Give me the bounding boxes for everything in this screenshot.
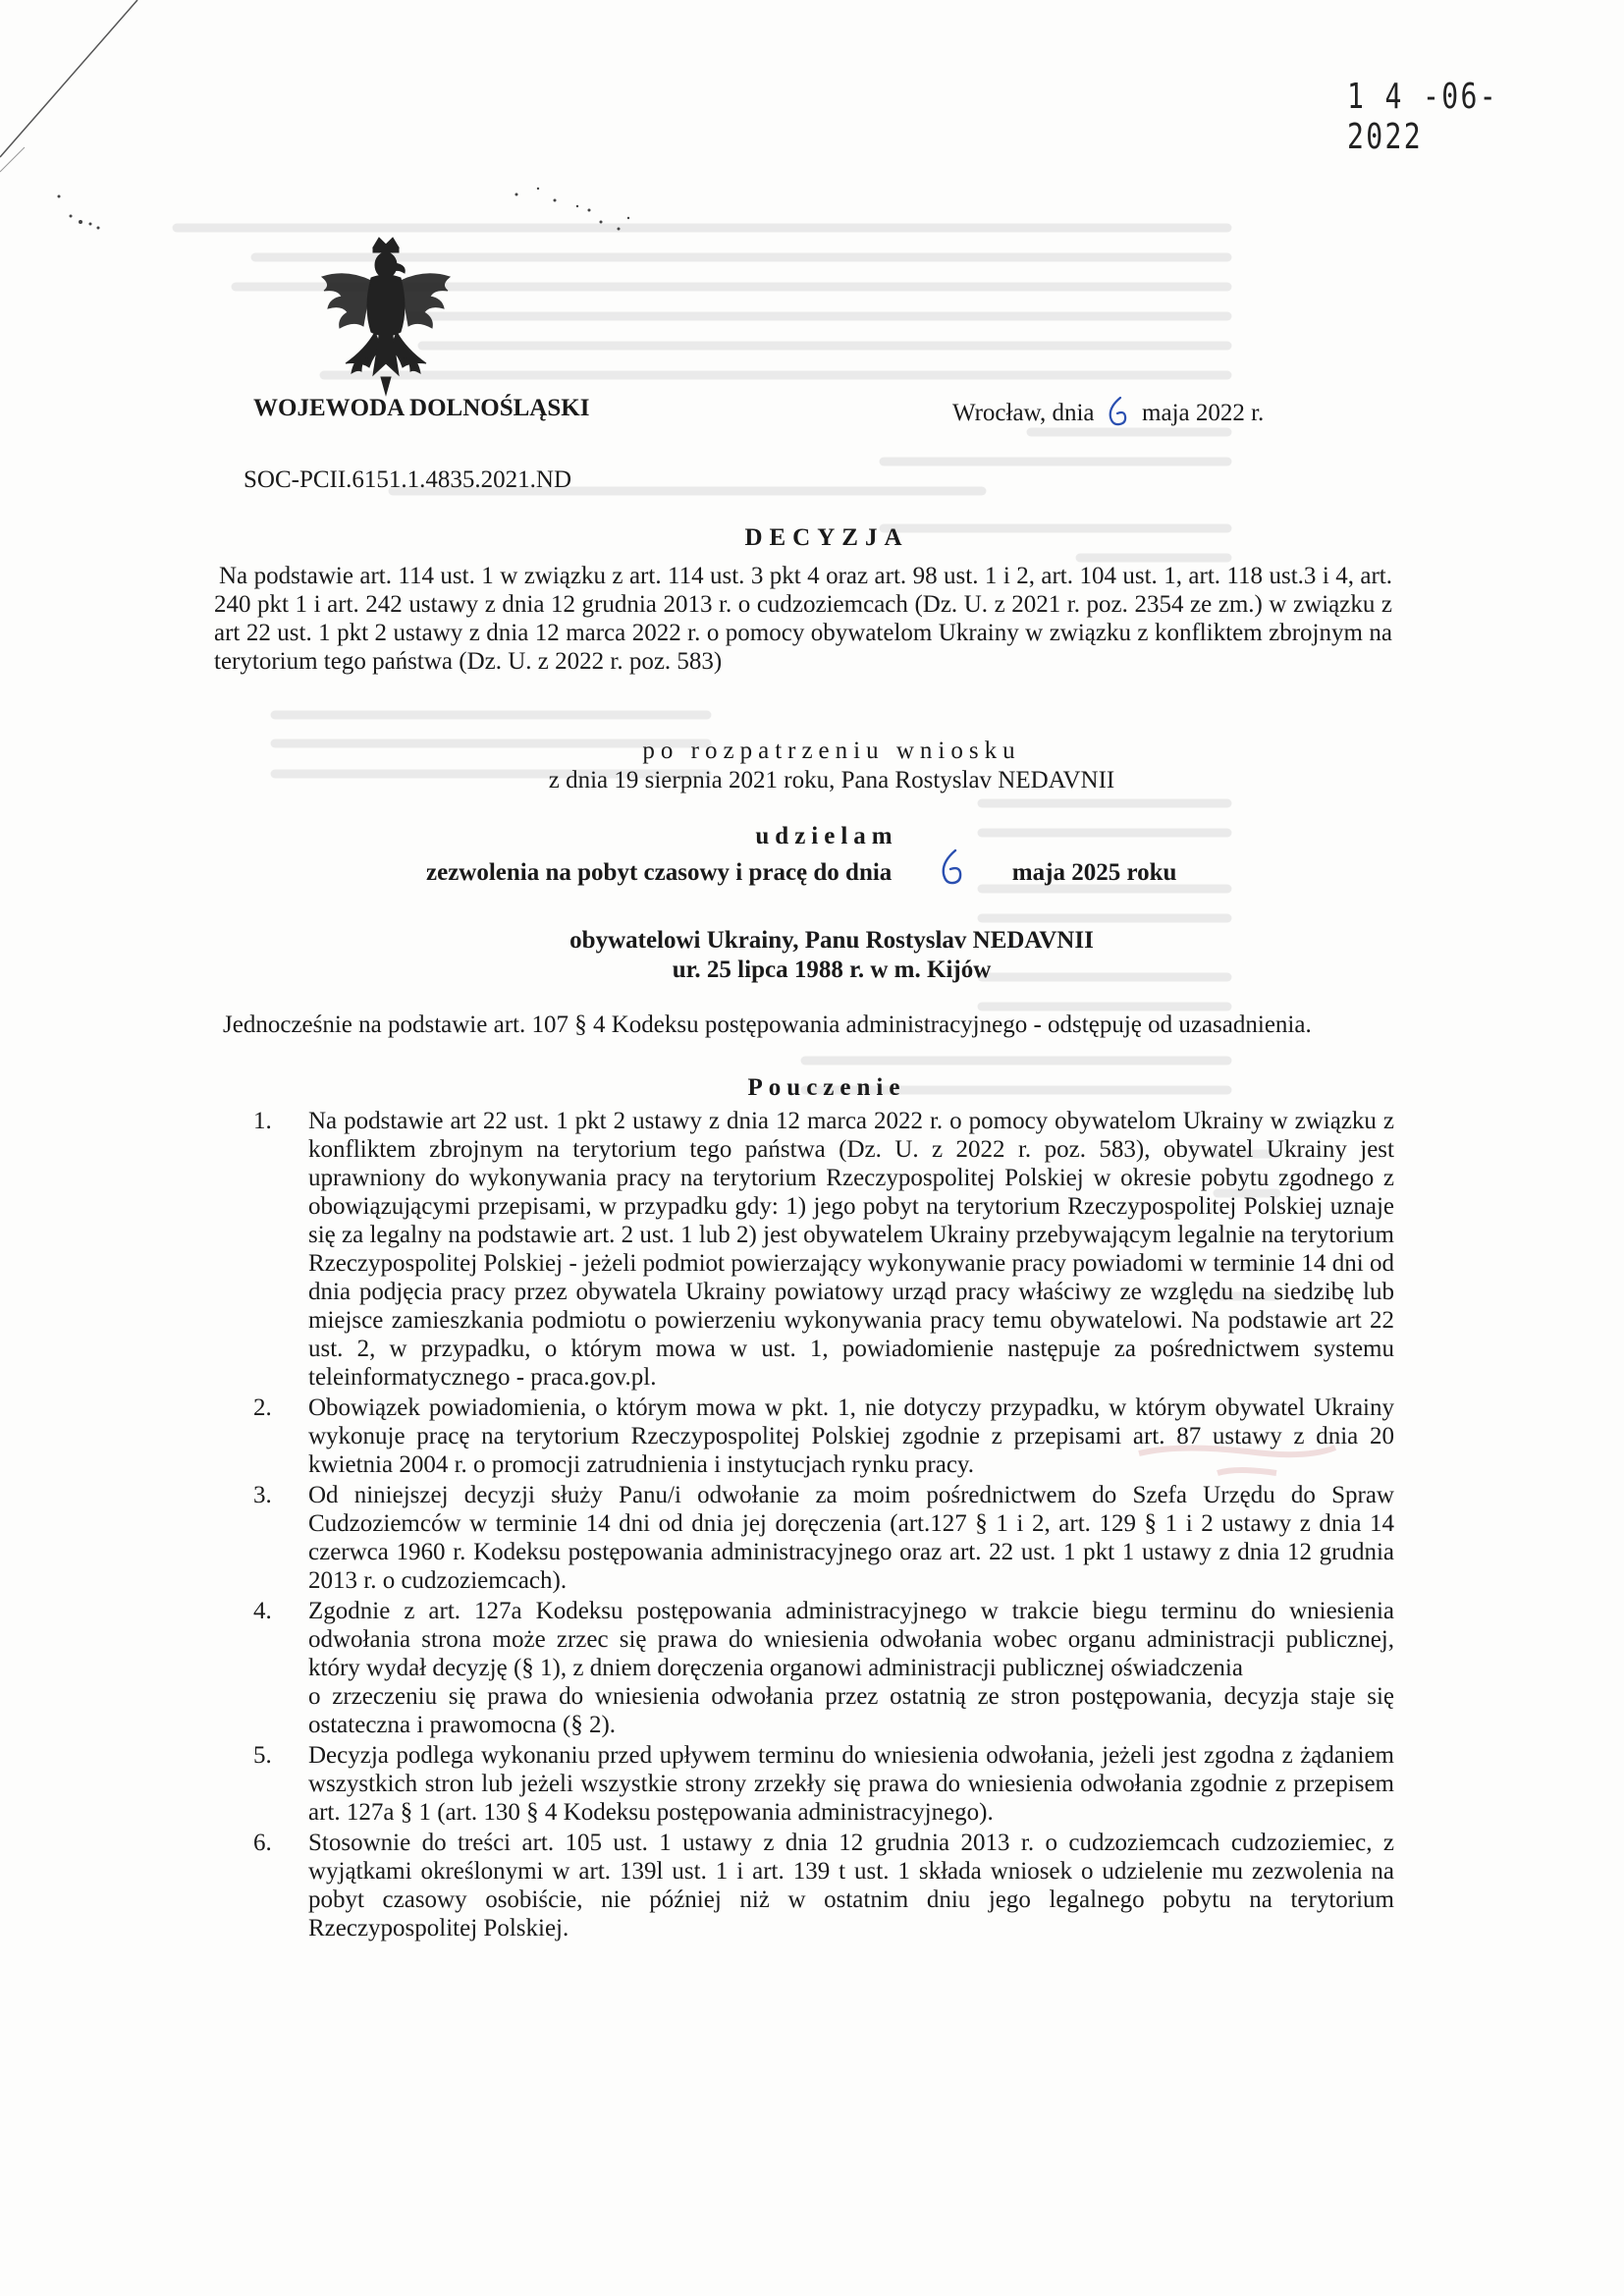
instruction-text: Obowiązek powiadomienia, o którym mowa w pkt. 1, nie dotyczy przypadku, w którym obywatel Ukrainy wykonuje pracę na terytorium Rzeczypospolitej Polskiej zgodnie z przepisami art. 87 ustawy z dnia 20 kwietnia 2004 r. o promocji zatrudnienia i instytucjach rynku pracy. xyxy=(308,1394,1394,1478)
issuing-authority: WOJEWODA DOLNOŚLĄSKI xyxy=(253,395,590,421)
recipient-line: obywatelowi Ukrainy, Panu Rostyslav NEDAVNII xyxy=(569,927,1094,954)
instruction-item xyxy=(253,1394,1394,1479)
legal-basis-paragraph: Na podstawie art. 114 ust. 1 w związku z art. 114 ust. 3 pkt 4 oraz art. 98 ust. 1 i 2, art. 104 ust. 1, art. 118 ust.3 i 4, art. 240 pkt 1 i art. 242 ustawy z dnia 12 grudnia 2013 r. o cudzoziemcach (Dz. U. z 2021 r. poz. 2354 ze zm.) w związku z art 22 ust. 1 pkt 2 ustawy z dnia 12 marca 2022 r. o pomocy obywatelom Ukrainy w związku z konfliktem zbrojnym na terytorium tego państwa (Dz. U. z 2022 r. poz. 583) xyxy=(214,563,1392,675)
place-date-prefix: Wrocław, dnia xyxy=(952,400,1095,426)
received-date-stamp: 1 4 -06- 2022 xyxy=(1347,77,1498,157)
instruction-number: 5. xyxy=(253,1742,272,1769)
instruction-item xyxy=(253,1107,1394,1392)
permit-suffix: maja 2025 roku xyxy=(1011,859,1177,886)
instruction-text-continued: o zrzeczeniu się prawa do wniesienia odwołania przez ostatnią ze stron postępowania, decyzja staje się ostateczna i prawomocna (§ 2). xyxy=(308,1683,1394,1738)
instruction-number: 4. xyxy=(253,1598,272,1624)
instructions-heading: Pouczenie xyxy=(747,1074,906,1101)
handwritten-permit-day-mark xyxy=(898,856,1006,886)
instruction-number: 6. xyxy=(253,1830,272,1856)
instruction-text: Zgodnie z art. 127a Kodeksu postępowania administracyjnego w trakcie biegu terminu do wniesienia odwołania strona może zrzec się prawa do wniesienia odwołania wobec organu administracji publicznej, który wydał decyzję (§ 1), z dniem doręczenia organowi administracji publicznej oświadczenia xyxy=(308,1598,1394,1681)
instruction-item xyxy=(253,1597,1394,1739)
instruction-text: Stosownie do treści art. 105 ust. 1 ustawy z dnia 12 grudnia 2013 r. o cudzoziemcach cudzoziemiec, z wyjątkami określonymi w art. 139l ust. 1 i art. 139 t ust. 1 składa wniosek o udzielenie mu zezwolenia na pobyt czasowy osobiście, nie później niż w ostatnim dniu jego legalnego pobytu na terytorium Rzeczypospolitej Polskiej. xyxy=(308,1830,1394,1941)
place-and-date xyxy=(952,395,1264,428)
place-date-suffix: maja 2022 r. xyxy=(1142,400,1265,426)
grant-heading: udzielam xyxy=(755,823,898,849)
instruction-text: Na podstawie art 22 ust. 1 pkt 2 ustawy z dnia 12 marca 2022 r. o pomocy obywatelom Ukrainy w związku z konfliktem zbrojnym na terytorium tego państwa (Dz. U. z 2022 r. poz. 583), obywatel Ukrainy jest uprawniony do wykonywania pracy na terytorium Rzeczypospolitej Polskiej w okresie pobytu zgodnego z obowiązującymi przepisami, w przypadku gdy: 1) jego pobyt na terytorium Rzeczypospolitej Polskiej uznaje się za legalny na podstawie art. 2 ust. 1 lub 2) jest obywatelem Ukrainy przebywającym legalnie na terytorium Rzeczypospolitej Polskiej - jeżeli podmiot powierzający wykonywanie pracy powiadomi w terminie 14 dni od dnia podjęcia pracy przez obywatela Ukrainy powiatowy urząd pracy właściwy ze względu na siedzibę lub miejsce zamieszkania podmiotu o powierzeniu wykonywania pracy temu obywatelowi. Na podstawie art 22 ust. 2, w przypadku, o którym mowa w ust. 1, powiadomienie następuje za pośrednictwem systemu teleinformatycznego - praca.gov.pl. xyxy=(308,1108,1394,1391)
instruction-item xyxy=(253,1741,1394,1827)
instruction-number: 1. xyxy=(253,1108,272,1134)
instruction-item xyxy=(253,1829,1394,1942)
instruction-item xyxy=(253,1481,1394,1595)
consideration-line: po rozpatrzeniu wniosku xyxy=(642,738,1021,764)
document-title: DECYZJA xyxy=(744,524,909,551)
polish-eagle-emblem xyxy=(312,234,460,401)
instruction-text: Od niniejszej decyzji służy Panu/i odwołanie za moim pośrednictwem do Szefa Urzędu do Spraw Cudzoziemców w terminie 14 dni od dnia jej doręczenia (art.127 § 1 i 2, art. 129 § 1 i 2 ustawy z dnia 14 czerwca 1960 r. Kodeksu postępowania administracyjnego oraz art. 22 ust. 1 pkt 1 ustawy z dnia 12 grudnia 2013 r. o cudzoziemcach). xyxy=(308,1482,1394,1594)
birth-line: ur. 25 lipca 1988 r. w m. Kijów xyxy=(672,957,992,983)
permit-prefix: zezwolenia na pobyt czasowy i pracę do dnia xyxy=(426,859,893,886)
instruction-text: Decyzja podlega wykonaniu przed upływem terminu do wniesienia odwołania, jeżeli jest zgodna z żądaniem wszystkich stron lub jeżeli wszystkie strony zrzekły się prawa do wniesienia odwołania zgodnie z przepisem art. 127a § 1 (art. 130 § 4 Kodeksu postępowania administracyjnego). xyxy=(308,1742,1394,1826)
permit-line xyxy=(426,856,1176,887)
instructions-list xyxy=(253,1107,1394,1944)
waiver-statement: Jednocześnie na podstawie art. 107 § 4 Kodeksu postępowania administracyjnego - odstępuję od uzasadnienia. xyxy=(223,1011,1312,1038)
instruction-number: 3. xyxy=(253,1482,272,1508)
application-line: z dnia 19 sierpnia 2021 roku, Pana Rostyslav NEDAVNII xyxy=(548,767,1115,793)
handwritten-day-mark xyxy=(1101,395,1136,428)
case-number: SOC-PCII.6151.1.4835.2021.ND xyxy=(244,466,572,493)
instruction-number: 2. xyxy=(253,1394,272,1421)
